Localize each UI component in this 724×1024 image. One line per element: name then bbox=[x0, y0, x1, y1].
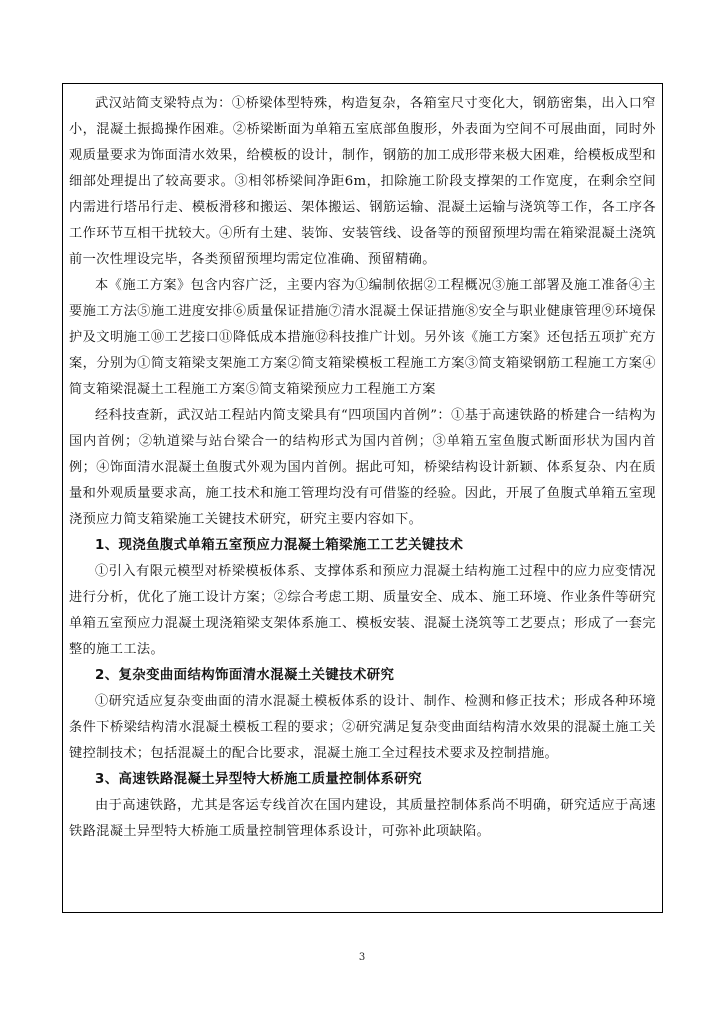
paragraph-features: 武汉站简支梁特点为：①桥梁体型特殊，构造复杂，各箱室尺寸变化大，钢筋密集，出入口窄小，混凝土振捣操作困难。②桥梁断面为单箱五室底部鱼腹形，外表面为空间不可展曲面，同时外观质量要求为饰面清水效果，给模板的设计，制作，钢筋的加工成形带来极大困难，给模板成型和细部处理提出了较高要求。③相邻桥梁间净距6m，扣除施工阶段支撑架的工作宽度，在剩余空间内需进行塔吊行走、模板滑移和搬运、架体搬运、钢筋运输、混凝土运输与浇筑等工作，各工序各工作环节互相干扰较大。④所有土建、装饰、安装管线、设备等的预留预埋均需在箱梁混凝土浇筑前一次性埋设完毕，各类预留预埋均需定位准确、预留精确。 bbox=[69, 96, 656, 267]
heading-section-1: 1、现浇鱼腹式单箱五室预应力混凝土箱梁施工工艺关键技术 bbox=[95, 538, 464, 553]
heading-section-2: 2、复杂变曲面结构饰面清水混凝土关键技术研究 bbox=[95, 668, 395, 683]
heading-section-3: 3、高速铁路混凝土异型特大桥施工质量控制体系研究 bbox=[95, 772, 422, 787]
content-frame bbox=[62, 83, 663, 913]
paragraph-section-3: 由于高速铁路，尤其是客运专线首次在国内建设，其质量控制体系尚不明确，研究适应于高速铁路混凝土异型特大桥施工质量控制管理体系设计，可弥补此项缺陷。 bbox=[69, 798, 656, 839]
paragraph-section-1: ①引入有限元模型对桥梁模板体系、支撑体系和预应力混凝土结构施工过程中的应力应变情况进行分析，优化了施工设计方案；②综合考虑工期、质量安全、成本、施工环境、作业条件等研究单箱五室预应力混凝土现浇箱梁支架体系施工、模板安装、混凝土浇筑等工艺要点；形成了一套完整的施工工法。 bbox=[69, 564, 656, 657]
paragraph-novelty-search: 经科技查新，武汉站工程站内简支梁具有“四项国内首例”：①基于高速铁路的桥建合一结构为国内首例；②轨道梁与站台梁合一的结构形式为国内首例；③单箱五室鱼腹式断面形状为国内首例；④饰面清水混凝土鱼腹式外观为国内首例。据此可知，桥梁结构设计新颖、体系复杂、内在质量和外观质量要求高，施工技术和施工管理均没有可借鉴的经验。因此，开展了鱼腹式单箱五室现浇预应力简支箱梁施工关键技术研究，研究主要内容如下。 bbox=[69, 408, 656, 527]
paragraph-construction-plan: 本《施工方案》包含内容广泛，主要内容为①编制依据②工程概况③施工部署及施工准备④主要施工方法⑤施工进度安排⑥质量保证措施⑦清水混凝土保证措施⑧安全与职业健康管理⑨环境保护及文明施工⑩工艺接口⑪降低成本措施⑫科技推广计划。另外该《施工方案》还包括五项扩充方案，分别为①简支箱梁支架施工方案②简支箱梁模板工程施工方案③简支箱梁钢筋工程施工方案④简支箱梁混凝土工程施工方案⑤简支箱梁预应力工程施工方案 bbox=[69, 278, 656, 397]
page-number: 3 bbox=[358, 952, 366, 963]
paragraph-section-2: ①研究适应复杂变曲面的清水混凝土模板体系的设计、制作、检测和修正技术；形成各种环境条件下桥梁结构清水混凝土模板工程的要求；②研究满足复杂变曲面结构清水效果的混凝土施工关键控制技术；包括混凝土的配合比要求，混凝土施工全过程技术要求及控制措施。 bbox=[69, 694, 656, 761]
